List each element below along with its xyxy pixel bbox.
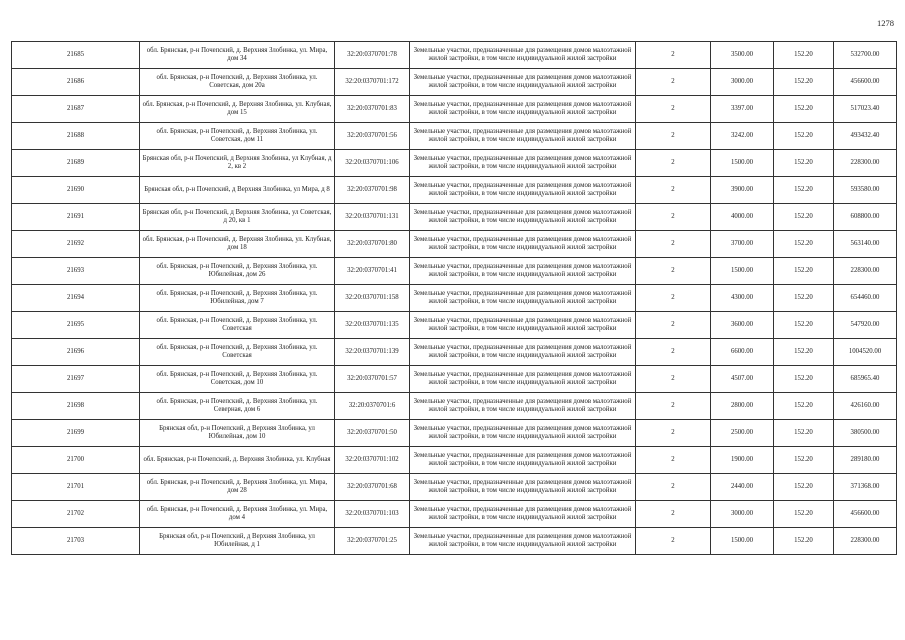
cadastral-value-cell: 289180.00 xyxy=(834,447,897,474)
cadastral-number-cell: 32:20:0370701:80 xyxy=(335,231,410,258)
table-row xyxy=(12,123,897,150)
address-cell: обл. Брянская, р-н Почепский, д. Верхняя Злобинка, ул. Мира, дом 28 xyxy=(140,474,335,501)
address-cell: обл. Брянская, р-н Почепский, д. Верхняя Злобинка, ул. Советская, дом 20а xyxy=(140,69,335,96)
table-row xyxy=(12,420,897,447)
cadastral-number-cell: 32:20:0370701:78 xyxy=(335,42,410,69)
category-cell: 2 xyxy=(636,420,711,447)
address-cell: Брянская обл, р-н Почепский, д Верхняя Злобинка, ул Юбилейная, д 1 xyxy=(140,528,335,555)
row-number: 21688 xyxy=(12,123,140,150)
cadastral-value-cell: 493432.40 xyxy=(834,123,897,150)
area-cell: 2800.00 xyxy=(711,393,774,420)
table-row xyxy=(12,177,897,204)
rate-cell: 152.20 xyxy=(774,474,834,501)
rate-cell: 152.20 xyxy=(774,528,834,555)
cadastral-value-cell: 228300.00 xyxy=(834,528,897,555)
address-cell: Брянская обл, р-н Почепский, д Верхняя Злобинка, ул Мира, д 8 xyxy=(140,177,335,204)
area-cell: 4507.00 xyxy=(711,366,774,393)
table-row xyxy=(12,231,897,258)
category-cell: 2 xyxy=(636,69,711,96)
address-cell: обл. Брянская, р-н Почепский, д. Верхняя Злобинка, ул. Советская, дом 10 xyxy=(140,366,335,393)
category-cell: 2 xyxy=(636,366,711,393)
row-number: 21696 xyxy=(12,339,140,366)
table-row xyxy=(12,528,897,555)
rate-cell: 152.20 xyxy=(774,177,834,204)
land-use-cell: Земельные участки, предназначенные для размещения домов малоэтажной жилой застройки, в том числе индивидуальной жилой застройки xyxy=(410,501,636,528)
table-row xyxy=(12,366,897,393)
table-row xyxy=(12,150,897,177)
cadastral-number-cell: 32:20:0370701:158 xyxy=(335,285,410,312)
category-cell: 2 xyxy=(636,150,711,177)
land-use-cell: Земельные участки, предназначенные для размещения домов малоэтажной жилой застройки, в том числе индивидуальной жилой застройки xyxy=(410,42,636,69)
cadastral-number-cell: 32:20:0370701:98 xyxy=(335,177,410,204)
row-number: 21690 xyxy=(12,177,140,204)
cadastral-value-cell: 654460.00 xyxy=(834,285,897,312)
land-use-cell: Земельные участки, предназначенные для размещения домов малоэтажной жилой застройки, в том числе индивидуальной жилой застройки xyxy=(410,312,636,339)
cadastral-number-cell: 32:20:0370701:68 xyxy=(335,474,410,501)
table-row xyxy=(12,393,897,420)
row-number: 21699 xyxy=(12,420,140,447)
land-use-cell: Земельные участки, предназначенные для размещения домов малоэтажной жилой застройки, в том числе индивидуальной жилой застройки xyxy=(410,474,636,501)
address-cell: обл. Брянская, р-н Почепский, д. Верхняя Злобинка, ул. Клубная xyxy=(140,447,335,474)
table-row xyxy=(12,42,897,69)
cadastral-number-cell: 32:20:0370701:25 xyxy=(335,528,410,555)
category-cell: 2 xyxy=(636,501,711,528)
table-body xyxy=(12,42,897,555)
land-use-cell: Земельные участки, предназначенные для размещения домов малоэтажной жилой застройки, в том числе индивидуальной жилой застройки xyxy=(410,420,636,447)
area-cell: 1500.00 xyxy=(711,258,774,285)
table-row xyxy=(12,339,897,366)
rate-cell: 152.20 xyxy=(774,150,834,177)
rate-cell: 152.20 xyxy=(774,42,834,69)
row-number: 21686 xyxy=(12,69,140,96)
land-use-cell: Земельные участки, предназначенные для размещения домов малоэтажной жилой застройки, в том числе индивидуальной жилой застройки xyxy=(410,258,636,285)
cadastral-number-cell: 32:20:0370701:57 xyxy=(335,366,410,393)
category-cell: 2 xyxy=(636,177,711,204)
area-cell: 3000.00 xyxy=(711,69,774,96)
cadastral-value-cell: 380500.00 xyxy=(834,420,897,447)
land-use-cell: Земельные участки, предназначенные для размещения домов малоэтажной жилой застройки, в том числе индивидуальной жилой застройки xyxy=(410,96,636,123)
row-number: 21692 xyxy=(12,231,140,258)
rate-cell: 152.20 xyxy=(774,69,834,96)
area-cell: 3500.00 xyxy=(711,42,774,69)
cadastral-value-cell: 593580.00 xyxy=(834,177,897,204)
row-number: 21693 xyxy=(12,258,140,285)
cadastral-value-cell: 547920.00 xyxy=(834,312,897,339)
row-number: 21687 xyxy=(12,96,140,123)
cadastral-value-cell: 228300.00 xyxy=(834,258,897,285)
row-number: 21703 xyxy=(12,528,140,555)
cadastral-number-cell: 32:20:0370701:50 xyxy=(335,420,410,447)
address-cell: Брянская обл, р-н Почепский, д Верхняя Злобинка, ул Юбилейная, дом 10 xyxy=(140,420,335,447)
row-number: 21698 xyxy=(12,393,140,420)
rate-cell: 152.20 xyxy=(774,447,834,474)
land-use-cell: Земельные участки, предназначенные для размещения домов малоэтажной жилой застройки, в том числе индивидуальной жилой застройки xyxy=(410,204,636,231)
area-cell: 3242.00 xyxy=(711,123,774,150)
cadastral-value-cell: 456600.00 xyxy=(834,69,897,96)
category-cell: 2 xyxy=(636,393,711,420)
row-number: 21701 xyxy=(12,474,140,501)
rate-cell: 152.20 xyxy=(774,231,834,258)
cadastral-number-cell: 32:20:0370701:131 xyxy=(335,204,410,231)
land-use-cell: Земельные участки, предназначенные для размещения домов малоэтажной жилой застройки, в том числе индивидуальной жилой застройки xyxy=(410,285,636,312)
category-cell: 2 xyxy=(636,96,711,123)
cadastral-value-table xyxy=(11,41,897,555)
area-cell: 3000.00 xyxy=(711,501,774,528)
category-cell: 2 xyxy=(636,123,711,150)
rate-cell: 152.20 xyxy=(774,366,834,393)
category-cell: 2 xyxy=(636,285,711,312)
category-cell: 2 xyxy=(636,231,711,258)
category-cell: 2 xyxy=(636,528,711,555)
area-cell: 4300.00 xyxy=(711,285,774,312)
land-use-cell: Земельные участки, предназначенные для размещения домов малоэтажной жилой застройки, в том числе индивидуальной жилой застройки xyxy=(410,393,636,420)
address-cell: обл. Брянская, р-н Почепский, д. Верхняя Злобинка, ул. Советская xyxy=(140,339,335,366)
row-number: 21685 xyxy=(12,42,140,69)
category-cell: 2 xyxy=(636,42,711,69)
rate-cell: 152.20 xyxy=(774,285,834,312)
land-use-cell: Земельные участки, предназначенные для размещения домов малоэтажной жилой застройки, в том числе индивидуальной жилой застройки xyxy=(410,447,636,474)
cadastral-number-cell: 32:20:0370701:102 xyxy=(335,447,410,474)
rate-cell: 152.20 xyxy=(774,258,834,285)
address-cell: обл. Брянская, р-н Почепский, д. Верхняя Злобинка, ул. Мира, дом 34 xyxy=(140,42,335,69)
table-row xyxy=(12,69,897,96)
area-cell: 1500.00 xyxy=(711,150,774,177)
row-number: 21694 xyxy=(12,285,140,312)
table-row xyxy=(12,285,897,312)
area-cell: 6600.00 xyxy=(711,339,774,366)
address-cell: обл. Брянская, р-н Почепский, д. Верхняя Злобинка, ул. Советская, дом 11 xyxy=(140,123,335,150)
table-row xyxy=(12,501,897,528)
category-cell: 2 xyxy=(636,339,711,366)
row-number: 21691 xyxy=(12,204,140,231)
address-cell: обл. Брянская, р-н Почепский, д. Верхняя Злобинка, ул. Юбилейная, дом 26 xyxy=(140,258,335,285)
cadastral-number-cell: 32:20:0370701:83 xyxy=(335,96,410,123)
rate-cell: 152.20 xyxy=(774,123,834,150)
table-row xyxy=(12,312,897,339)
land-use-cell: Земельные участки, предназначенные для размещения домов малоэтажной жилой застройки, в том числе индивидуальной жилой застройки xyxy=(410,69,636,96)
cadastral-value-cell: 1004520.00 xyxy=(834,339,897,366)
table-row xyxy=(12,204,897,231)
rate-cell: 152.20 xyxy=(774,204,834,231)
area-cell: 3397.00 xyxy=(711,96,774,123)
address-cell: обл. Брянская, р-н Почепский, д. Верхняя Злобинка, ул. Клубная, дом 18 xyxy=(140,231,335,258)
land-use-cell: Земельные участки, предназначенные для размещения домов малоэтажной жилой застройки, в том числе индивидуальной жилой застройки xyxy=(410,150,636,177)
category-cell: 2 xyxy=(636,204,711,231)
land-use-cell: Земельные участки, предназначенные для размещения домов малоэтажной жилой застройки, в том числе индивидуальной жилой застройки xyxy=(410,123,636,150)
row-number: 21697 xyxy=(12,366,140,393)
category-cell: 2 xyxy=(636,447,711,474)
cadastral-number-cell: 32:20:0370701:56 xyxy=(335,123,410,150)
cadastral-value-cell: 563140.00 xyxy=(834,231,897,258)
table-row xyxy=(12,447,897,474)
area-cell: 2440.00 xyxy=(711,474,774,501)
cadastral-value-cell: 532700.00 xyxy=(834,42,897,69)
rate-cell: 152.20 xyxy=(774,339,834,366)
area-cell: 3900.00 xyxy=(711,177,774,204)
cadastral-value-cell: 517023.40 xyxy=(834,96,897,123)
address-cell: обл. Брянская, р-н Почепский, д. Верхняя Злобинка, ул. Юбилейная, дом 7 xyxy=(140,285,335,312)
cadastral-number-cell: 32:20:0370701:139 xyxy=(335,339,410,366)
cadastral-value-cell: 426160.00 xyxy=(834,393,897,420)
area-cell: 1500.00 xyxy=(711,528,774,555)
row-number: 21702 xyxy=(12,501,140,528)
table-row xyxy=(12,96,897,123)
table-row xyxy=(12,258,897,285)
land-use-cell: Земельные участки, предназначенные для размещения домов малоэтажной жилой застройки, в том числе индивидуальной жилой застройки xyxy=(410,231,636,258)
rate-cell: 152.20 xyxy=(774,393,834,420)
cadastral-value-cell: 228300.00 xyxy=(834,150,897,177)
area-cell: 3600.00 xyxy=(711,312,774,339)
cadastral-number-cell: 32:20:0370701:103 xyxy=(335,501,410,528)
category-cell: 2 xyxy=(636,312,711,339)
row-number: 21689 xyxy=(12,150,140,177)
area-cell: 3700.00 xyxy=(711,231,774,258)
address-cell: обл. Брянская, р-н Почепский, д. Верхняя Злобинка, ул. Клубная, дом 15 xyxy=(140,96,335,123)
address-cell: Брянская обл, р-н Почепский, д Верхняя Злобинка, ул Советская, д 20, кв 1 xyxy=(140,204,335,231)
cadastral-value-cell: 608800.00 xyxy=(834,204,897,231)
address-cell: Брянская обл, р-н Почепский, д Верхняя Злобинка, ул Клубная, д 2, кв 2 xyxy=(140,150,335,177)
land-use-cell: Земельные участки, предназначенные для размещения домов малоэтажной жилой застройки, в том числе индивидуальной жилой застройки xyxy=(410,366,636,393)
area-cell: 1900.00 xyxy=(711,447,774,474)
address-cell: обл. Брянская, р-н Почепский, д. Верхняя Злобинка, ул. Северная, дом 6 xyxy=(140,393,335,420)
rate-cell: 152.20 xyxy=(774,96,834,123)
cadastral-number-cell: 32:20:0370701:172 xyxy=(335,69,410,96)
cadastral-number-cell: 32:20:0370701:41 xyxy=(335,258,410,285)
cadastral-number-cell: 32:20:0370701:106 xyxy=(335,150,410,177)
address-cell: обл. Брянская, р-н Почепский, д. Верхняя Злобинка, ул. Советская xyxy=(140,312,335,339)
cadastral-number-cell: 32:20:0370701:135 xyxy=(335,312,410,339)
category-cell: 2 xyxy=(636,474,711,501)
cadastral-value-cell: 456600.00 xyxy=(834,501,897,528)
category-cell: 2 xyxy=(636,258,711,285)
page-number: 1278 xyxy=(877,18,894,28)
address-cell: обл. Брянская, р-н Почепский, д. Верхняя Злобинка, ул. Мира, дом 4 xyxy=(140,501,335,528)
cadastral-number-cell: 32:20:0370701:6 xyxy=(335,393,410,420)
table-row xyxy=(12,474,897,501)
area-cell: 2500.00 xyxy=(711,420,774,447)
land-use-cell: Земельные участки, предназначенные для размещения домов малоэтажной жилой застройки, в том числе индивидуальной жилой застройки xyxy=(410,177,636,204)
land-use-cell: Земельные участки, предназначенные для размещения домов малоэтажной жилой застройки, в том числе индивидуальной жилой застройки xyxy=(410,528,636,555)
rate-cell: 152.20 xyxy=(774,312,834,339)
row-number: 21695 xyxy=(12,312,140,339)
land-use-cell: Земельные участки, предназначенные для размещения домов малоэтажной жилой застройки, в том числе индивидуальной жилой застройки xyxy=(410,339,636,366)
area-cell: 4000.00 xyxy=(711,204,774,231)
cadastral-value-cell: 685965.40 xyxy=(834,366,897,393)
rate-cell: 152.20 xyxy=(774,420,834,447)
cadastral-value-cell: 371368.00 xyxy=(834,474,897,501)
rate-cell: 152.20 xyxy=(774,501,834,528)
row-number: 21700 xyxy=(12,447,140,474)
